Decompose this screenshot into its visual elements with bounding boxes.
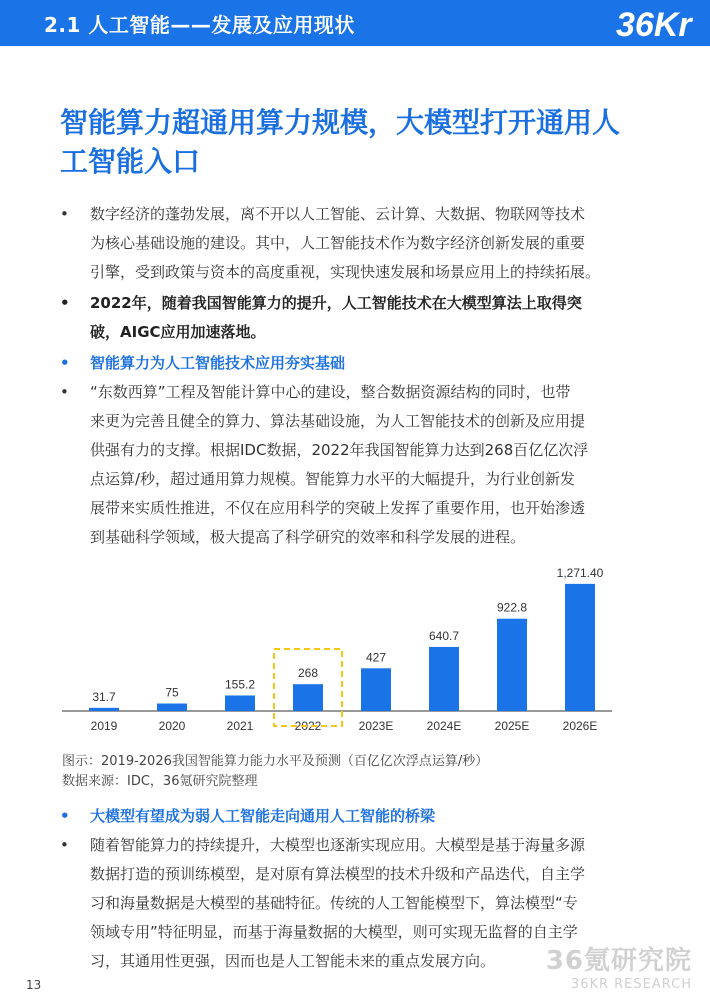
bullet-heading	[58, 802, 668, 831]
page-title-line-1: 智能算力超通用算力规模，大模型打开通用人	[60, 106, 621, 139]
data-label: 268	[297, 666, 319, 681]
bullet-heading	[58, 349, 668, 378]
data-label: 155.2	[224, 677, 256, 692]
header-bar	[0, 0, 710, 46]
x-tick-label: 2024E	[426, 719, 462, 733]
bullet-dot: •	[60, 807, 70, 825]
text-line: 随着智能算力的持续提升，大模型也逐渐实现应用。大模型是基于海量多源	[90, 836, 586, 854]
data-label: 922.8	[496, 600, 528, 615]
bullet-paragraph	[58, 200, 668, 287]
bullet-dot: •	[60, 836, 69, 854]
text-line: 供强有力的支撑。根据IDC数据，2022年我国智能算力达到268百亿亿次浮	[90, 441, 589, 459]
text-line: 破，AIGC应用加速落地。	[90, 323, 266, 341]
36kr-logo	[612, 2, 706, 46]
bar	[225, 695, 255, 711]
text-line: 引擎，受到政策与资本的高度重视，实现快速发展和场景应用上的持续拓展。	[90, 263, 601, 281]
text-line: 数据打造的预训练模型，是对原有算法模型的技术升级和产品迭代，自主学	[90, 865, 586, 883]
data-label: 1,271.40	[556, 565, 604, 580]
text-line: 到基础科学领域，极大提高了科学研究的效率和科学发展的进程。	[90, 528, 526, 546]
watermark-en: 36KR RESEARCH	[570, 977, 692, 992]
bar	[89, 708, 119, 711]
text-line: 为核心基础设施的建设。其中，人工智能技术作为数字经济创新发展的重要	[90, 234, 586, 252]
bar	[565, 584, 595, 711]
section-title: 2.1 人工智能——发展及应用现状	[44, 13, 355, 37]
data-label: 427	[365, 650, 387, 665]
x-tick-label: 2025E	[494, 719, 530, 733]
bar	[497, 619, 527, 711]
page-title	[60, 103, 670, 181]
x-tick-label: 2021	[226, 719, 254, 733]
text-line: 智能算力为人工智能技术应用夯实基础	[90, 354, 346, 372]
bullet-dot: •	[60, 294, 70, 312]
bar	[293, 684, 323, 711]
bar	[157, 704, 187, 712]
watermark-cn: 36氪研究院	[545, 946, 692, 976]
logo-text: 36Kr	[616, 6, 692, 44]
x-tick-label: 2019	[90, 719, 118, 733]
bar	[361, 668, 391, 711]
x-tick-label: 2022	[294, 719, 322, 733]
chart-caption: 图示：2019-2026我国智能算力能力水平及预测（百亿亿次浮点运算/秒）	[62, 754, 489, 769]
x-tick-label: 2026E	[562, 719, 598, 733]
text-line: “东数西算”工程及智能计算中心的建设，整合数据资源结构的同时，也带	[90, 383, 571, 401]
bullet-dot: •	[60, 205, 69, 223]
data-label: 75	[165, 685, 179, 700]
bullet-dot: •	[60, 354, 70, 372]
x-tick-label: 2023E	[358, 719, 394, 733]
watermark	[546, 940, 692, 992]
text-line: 领域专用”特征明显，而基于海量数据的大模型，则可实现无监督的自主学	[90, 923, 578, 941]
text-line: 2022年，随着我国智能算力的提升，人工智能技术在大模型算法上取得突	[90, 294, 582, 312]
text-line: 点运算/秒，超过通用算力规模。智能算力水平的大幅提升，为行业创新发	[90, 470, 576, 488]
compute-power-bar-chart	[62, 555, 622, 745]
text-line: 习和海量数据是大模型的基础特征。传统的人工智能模型下，算法模型“专	[90, 894, 578, 912]
bullet-dot: •	[60, 383, 69, 401]
bar	[429, 647, 459, 711]
text-line: 数字经济的蓬勃发展，离不开以人工智能、云计算、大数据、物联网等技术	[90, 205, 586, 223]
text-line: 习，其通用性更强，因而也是人工智能未来的重点发展方向。	[90, 952, 496, 970]
data-label: 640.7	[428, 628, 460, 643]
chart-source: 数据来源：IDC，36氪研究院整理	[62, 774, 258, 789]
bullet-paragraph	[58, 378, 668, 552]
x-tick-label: 2020	[158, 719, 186, 733]
text-line: 来更为完善且健全的算力、算法基础设施，为人工智能技术的创新及应用提	[90, 412, 586, 430]
page-title-line-2: 工智能入口	[60, 145, 201, 178]
data-label: 31.7	[92, 689, 116, 704]
page-number: 13	[26, 978, 42, 992]
text-line: 大模型有望成为弱人工智能走向通用人工智能的桥梁	[90, 807, 436, 825]
text-line: 展带来实质性推进，不仅在应用科学的突破上发挥了重要作用，也开始渗透	[90, 499, 586, 517]
bullet-paragraph-bold	[58, 289, 668, 347]
